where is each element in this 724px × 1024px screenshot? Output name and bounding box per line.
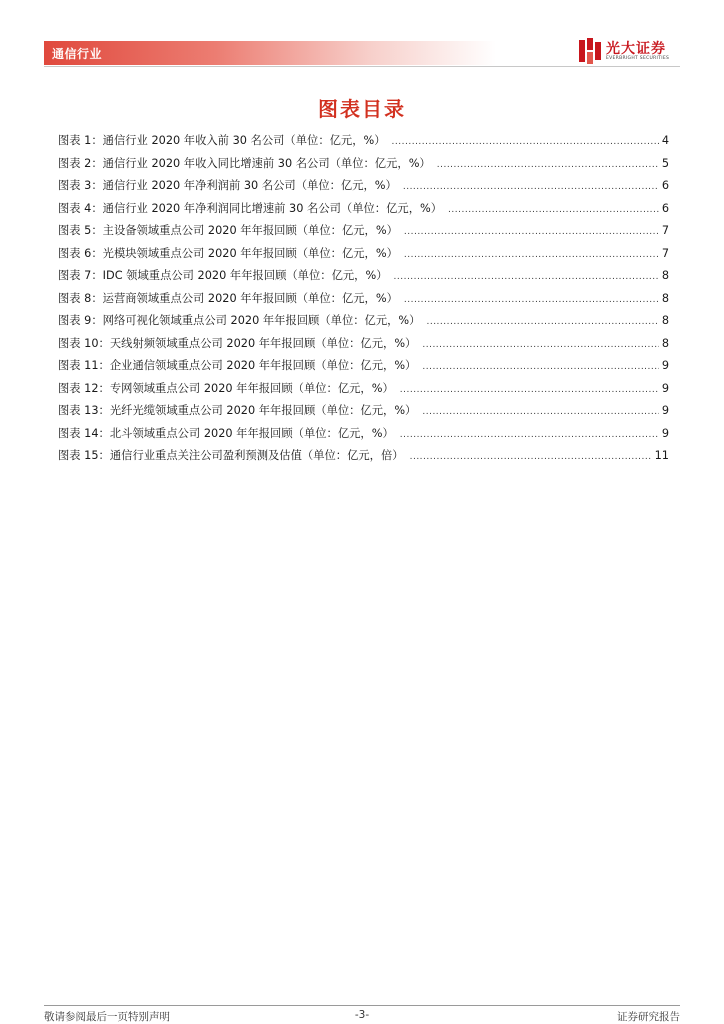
everbright-logo-icon xyxy=(579,38,601,64)
toc-dot-leader xyxy=(400,379,659,402)
toc-entry[interactable] xyxy=(58,198,669,221)
header-divider xyxy=(44,66,680,67)
toc-entry[interactable] xyxy=(58,220,669,243)
page-number: -3- xyxy=(354,1009,370,1021)
toc-entry[interactable] xyxy=(58,333,669,356)
toc-dot-leader xyxy=(437,154,659,177)
toc-entry-page: 5 xyxy=(661,156,669,170)
toc-dot-leader xyxy=(404,244,659,267)
toc-entry[interactable] xyxy=(58,175,669,198)
toc-dot-leader xyxy=(394,266,659,289)
toc-entry-page: 9 xyxy=(661,426,669,440)
toc-dot-leader xyxy=(426,311,658,334)
toc-entry-label: 图表 10：天线射频领域重点公司 2020 年年报回顾（单位：亿元，%） xyxy=(58,336,417,350)
toc-entry-label: 图表 11：企业通信领域重点公司 2020 年年报回顾（单位：亿元，%） xyxy=(58,359,417,372)
toc-entry-page: 8 xyxy=(661,314,669,327)
toc-entry-page: 9 xyxy=(661,359,669,372)
toc-entry-label: 图表 15：通信行业重点关注公司盈利预测及估值（单位：亿元，倍） xyxy=(58,449,404,462)
toc-entry-page: 6 xyxy=(661,201,669,215)
toc-entry-page: 7 xyxy=(661,246,669,260)
toc-entry-label: 图表 13：光纤光缆领域重点公司 2020 年年报回顾（单位：亿元，%） xyxy=(58,404,417,417)
toc-dot-leader xyxy=(422,334,658,357)
toc-entry-page: 4 xyxy=(661,134,669,147)
toc-entry[interactable] xyxy=(58,130,669,153)
toc-dot-leader xyxy=(400,424,659,447)
toc-entry-label: 图表 1：通信行业 2020 年收入前 30 名公司（单位：亿元，%） xyxy=(58,134,386,147)
header-band xyxy=(44,41,496,65)
toc-dot-leader xyxy=(404,289,659,312)
industry-label: 通信行业 xyxy=(52,47,103,61)
toc-entry[interactable] xyxy=(58,355,669,378)
toc-entry-page: 8 xyxy=(661,336,669,350)
toc-entry-page: 6 xyxy=(661,179,669,192)
toc-entry[interactable] xyxy=(58,423,669,446)
toc-entry-page: 11 xyxy=(654,449,669,462)
footer-divider xyxy=(44,1005,680,1006)
toc-entry[interactable] xyxy=(58,445,669,468)
toc-entry-label: 图表 7：IDC 领域重点公司 2020 年年报回顾（单位：亿元，%） xyxy=(58,269,388,282)
toc-entry-label: 图表 12：专网领域重点公司 2020 年年报回顾（单位：亿元，%） xyxy=(58,381,394,395)
toc-entry-label: 图表 2：通信行业 2020 年收入同比增速前 30 名公司（单位：亿元，%） xyxy=(58,156,431,170)
toc-entry[interactable] xyxy=(58,265,669,288)
toc-title: 图表目录 xyxy=(318,97,406,121)
toc-entry-label: 图表 6：光模块领域重点公司 2020 年年报回顾（单位：亿元，%） xyxy=(58,246,398,260)
toc-entry-label: 图表 9：网络可视化领域重点公司 2020 年年报回顾（单位：亿元，%） xyxy=(58,314,421,327)
brand-name: 光大证券 xyxy=(606,41,666,57)
toc-list xyxy=(58,130,669,468)
toc-entry[interactable] xyxy=(58,288,669,311)
toc-entry-label: 图表 5：主设备领域重点公司 2020 年年报回顾（单位：亿元，%） xyxy=(58,224,398,237)
toc-dot-leader xyxy=(422,401,658,424)
toc-entry-page: 9 xyxy=(661,381,669,395)
toc-dot-leader xyxy=(410,446,652,469)
toc-entry-page: 8 xyxy=(661,269,669,282)
toc-entry[interactable] xyxy=(58,243,669,266)
toc-dot-leader xyxy=(392,131,659,154)
toc-dot-leader xyxy=(422,356,658,379)
toc-entry-label: 图表 3：通信行业 2020 年净利润前 30 名公司（单位：亿元，%） xyxy=(58,179,397,192)
toc-dot-leader xyxy=(448,199,659,222)
toc-entry-label: 图表 4：通信行业 2020 年净利润同比增速前 30 名公司（单位：亿元，%） xyxy=(58,201,443,215)
toc-entry[interactable] xyxy=(58,400,669,423)
toc-dot-leader xyxy=(404,221,659,244)
toc-dot-leader xyxy=(403,176,659,199)
brand-name-en: EVERBRIGHT SECURITIES xyxy=(606,56,670,61)
toc-entry[interactable] xyxy=(58,310,669,333)
toc-entry-label: 图表 14：北斗领域重点公司 2020 年年报回顾（单位：亿元，%） xyxy=(58,426,394,440)
toc-entry-page: 9 xyxy=(661,404,669,417)
footer-disclaimer: 敬请参阅最后一页特别声明 xyxy=(44,1011,170,1023)
report-type: 证券研究报告 xyxy=(617,1011,680,1023)
toc-entry-label: 图表 8：运营商领域重点公司 2020 年年报回顾（单位：亿元，%） xyxy=(58,291,398,305)
toc-entry[interactable] xyxy=(58,378,669,401)
toc-entry-page: 8 xyxy=(661,291,669,305)
toc-entry-page: 7 xyxy=(661,224,669,237)
toc-entry[interactable] xyxy=(58,153,669,176)
